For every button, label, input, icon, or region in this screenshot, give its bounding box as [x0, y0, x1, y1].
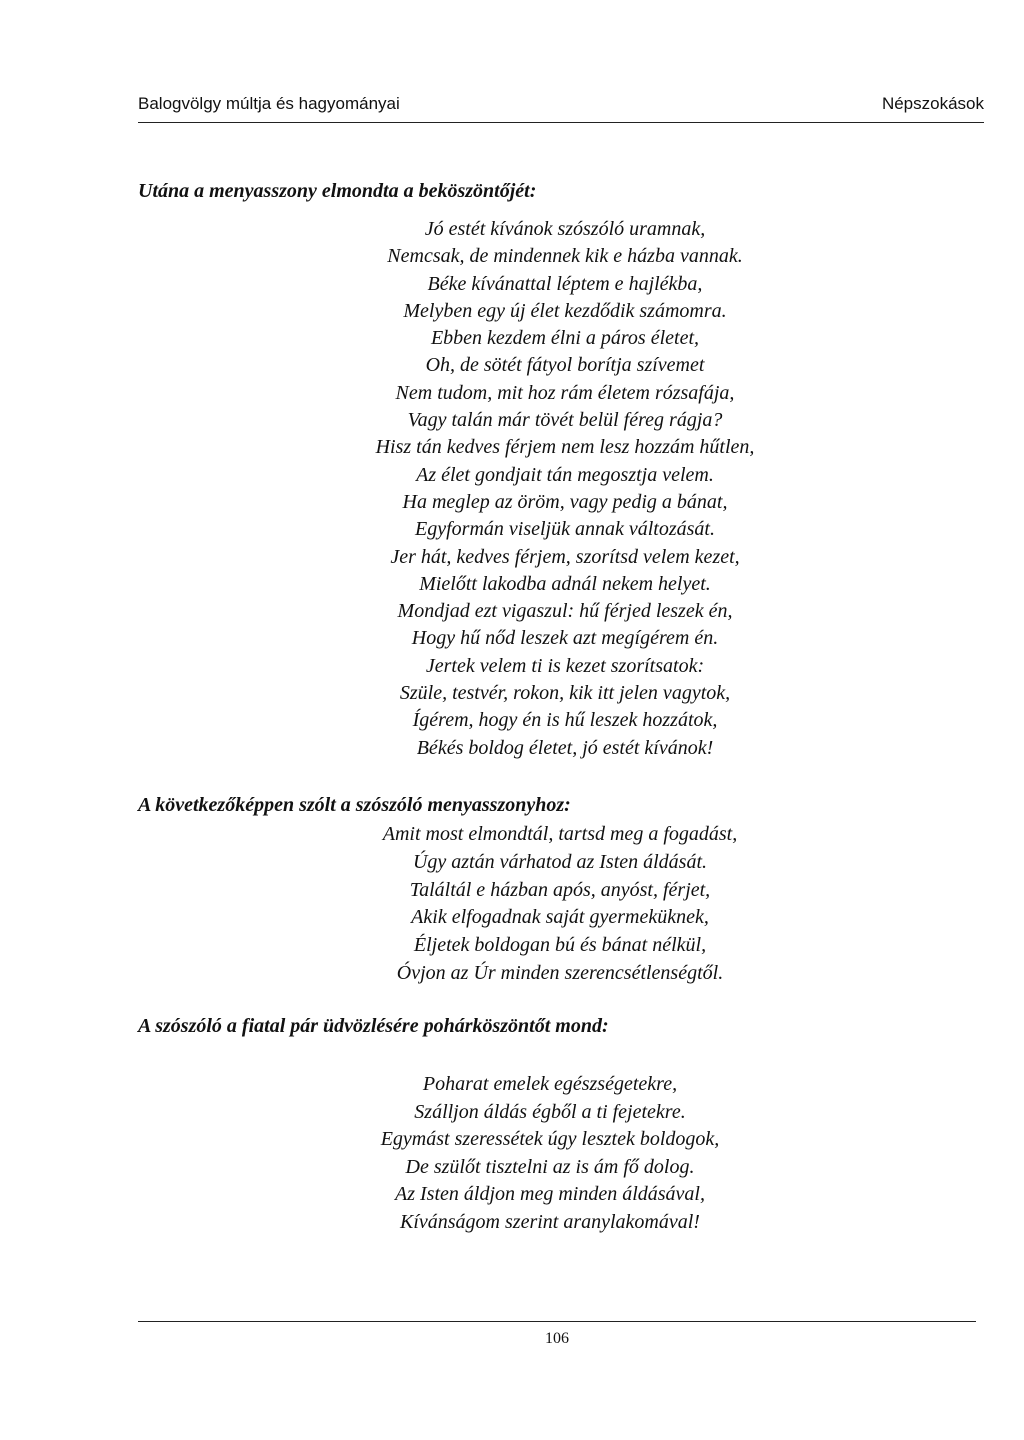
verse-line: Találtál e házban após, anyóst, férjet, — [409, 878, 711, 901]
verse-line: Hogy hű nőd leszek azt megígérem én. — [411, 627, 719, 650]
section-heading-bride-greeting: Utána a menyasszony elmondta a beköszöntőjét: — [138, 180, 537, 202]
verse-line: Akik elfogadnak saját gyermeküknek, — [411, 906, 709, 929]
verse-line: Melyben egy új élet kezdődik számomra. — [403, 299, 727, 322]
verse-line: Szálljon áldás égből a ti fejetekre. — [414, 1100, 686, 1123]
verse-line: Mielőtt lakodba adnál nekem helyet. — [419, 572, 711, 595]
verse-line: Jertek velem ti is kezet szorítsatok: — [425, 654, 705, 677]
verse-line: Óvjon az Úr minden szerencsétlenségtől. — [396, 961, 724, 984]
section-heading-toast: A szószóló a fiatal pár üdvözlésére pohárköszöntőt mond: — [138, 1015, 609, 1037]
verse-line: Hisz tán kedves férjem nem lesz hozzám hűtlen, — [375, 436, 755, 459]
page-number: 106 — [545, 1330, 569, 1347]
verse-line: Ebben kezdem élni a páros életet, — [430, 327, 700, 350]
verse-line: Jer hát, kedves férjem, szorítsd velem kezet, — [390, 545, 740, 568]
verse-line: Oh, de sötét fátyol borítja szívemet — [425, 354, 705, 377]
verse-line: Vagy talán már tövét belül féreg rágja? — [407, 409, 723, 432]
verse-line: Egymást szeressétek úgy lesztek boldogok, — [380, 1128, 720, 1150]
header-book-title: Balogvölgy múltja és hagyományai — [138, 94, 400, 113]
footer-rule — [138, 1321, 976, 1322]
verse-line: Nem tudom, mit hoz rám életem rózsafája, — [395, 381, 735, 404]
verse-line: Mondjad ezt vigaszul: hű férjed leszek én, — [397, 600, 733, 623]
verse-line: Kívánságom szerint aranylakomával! — [400, 1210, 700, 1233]
verse-line: Ha meglep az öröm, vagy pedig a bánat, — [402, 490, 728, 513]
verse-bride-greeting — [335, 216, 795, 762]
header-chapter-title: Népszokások — [881, 94, 984, 113]
section-heading-spokesman-to-bride: A következőképpen szólt a szószóló menyasszonyhoz: — [138, 794, 571, 816]
running-header — [138, 92, 984, 123]
verse-line: Békés boldog életet, jó estét kívánok! — [416, 736, 714, 759]
verse-line: Poharat emelek egészségetekre, — [422, 1073, 678, 1095]
verse-line: Béke kívánattal léptem e hajlékba, — [427, 272, 703, 295]
verse-toast — [320, 1071, 780, 1236]
verse-line: Nemcsak, de mindennek kik e házba vannak. — [387, 245, 743, 268]
verse-line: Az Isten áldjon meg minden áldásával, — [395, 1183, 705, 1205]
verse-line: Jó estét kívánok szószóló uramnak, — [424, 218, 706, 240]
verse-line: Ígérem, hogy én is hű leszek hozzátok, — [412, 709, 718, 732]
verse-line: Amit most elmondtál, tartsd meg a fogadást, — [382, 823, 738, 845]
verse-line: Szüle, testvér, rokon, kik itt jelen vagytok, — [399, 682, 731, 705]
verse-line: Éljetek boldogan bú és bánat nélkül, — [413, 934, 707, 957]
verse-line: Egyformán viseljük annak változását. — [415, 518, 715, 541]
verse-line: De szülőt tisztelni az is ám fő dolog. — [405, 1155, 695, 1178]
verse-line: Az élet gondjait tán megosztja velem. — [416, 463, 714, 486]
verse-line: Úgy aztán várhatod az Isten áldását. — [412, 850, 708, 873]
verse-spokesman-to-bride — [330, 821, 790, 988]
